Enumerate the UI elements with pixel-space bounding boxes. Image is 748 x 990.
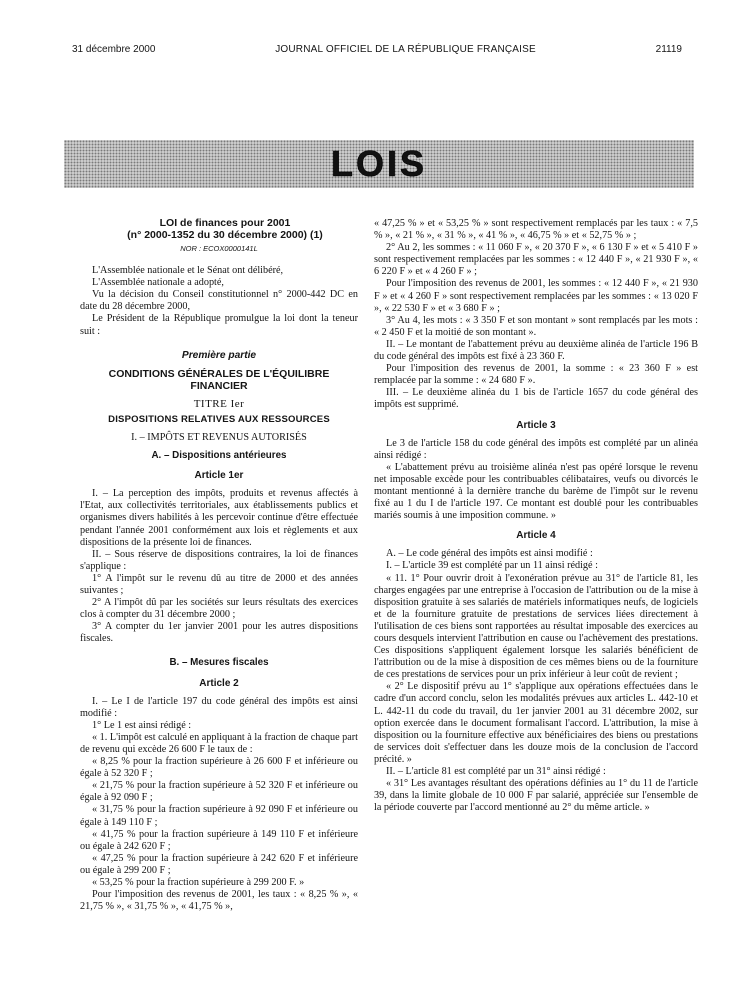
nor-text: NOR : ECOX0000141L bbox=[180, 244, 258, 253]
article-2-paragraph: 2° Au 2, les sommes : « 11 060 F », « 20 370 F », « 6 130 F » et « 5 410 F » sont respectivement remplacées par les sommes : « 12 440 F », « 21 930 F », « 6 220 F » et « 4 260 F » ; bbox=[374, 242, 698, 278]
subsection-heading: B. – Mesures fiscales bbox=[169, 657, 269, 669]
article-1-title: Article 1er bbox=[194, 470, 244, 482]
article-4-paragraph: « 2° Le dispositif prévu au 1° s'applique aux opérations effectuées dans le cadre d'un accord conclu, selon les modalités prévues aux articles L. 442-10 et L. 442-11 du code du travail, du 1er janvier 2001 au 31 décembre 2002, sur option exercée dans le document formalisant l'accord. L'attribution, la mise à disposition ou la fourniture effective aux bénéficiaires des biens ou prestations de services doit s'effectuer dans les douze mois de la conclusion de l'accord précité. » bbox=[374, 681, 698, 765]
article-1-paragraph: 3° A compter du 1er janvier 2001 pour les autres dispositions fiscales. bbox=[80, 621, 358, 645]
article-2-paragraph: « 47,25 % » et « 53,25 % » sont respectivement remplacés par les taux : « 7,5 % », « 21 % », « 31 % », « 41 % », « 46,75 % » et « 52,75 % » ; bbox=[374, 218, 698, 242]
article-4-paragraph: A. – Le code général des impôts est ainsi modifié : bbox=[386, 548, 593, 560]
left-column bbox=[80, 218, 358, 913]
article-1-paragraph: 2° A l'impôt dû par les sociétés sur leurs résultats des exercices clos à compter du 31 décembre 2000 ; bbox=[80, 597, 358, 621]
article-2-paragraph: 1° Le 1 est ainsi rédigé : bbox=[92, 719, 192, 731]
preamble-line: L'Assemblée nationale a adopté, bbox=[92, 277, 224, 289]
article-2-paragraph: « 41,75 % pour la fraction supérieure à 149 110 F et inférieure ou égale à 242 620 F ; bbox=[80, 828, 358, 852]
section-heading: I. – IMPÔTS ET REVENUS AUTORISÉS bbox=[131, 431, 307, 443]
article-4-paragraph: I. – L'article 39 est complété par un 11 ainsi rédigé : bbox=[386, 560, 598, 572]
article-4-paragraph: « 11. 1° Pour ouvrir droit à l'exonération prévue au 31° de l'article 81, les charges engagées par une entreprise à l'occasion de l'attribution ou de la mise à disposition gratuite à ses salariés de matériels informatiques neufs, de logiciels et de la fourniture gratuite de prestations de services liées directement à l'utilisation de ces biens sont rapportées au résultat imposable des exercices au cours desquels intervient l'attribution en cause ou l'achèvement des prestations. Ces dispositions s'appliquent également lorsque les salariés bénéficient de l'attribution ou de la mise à disposition de ces mêmes biens ou de la fourniture de ces prestations de services pour un prix inférieur à leur coût de revient ; bbox=[374, 572, 698, 681]
right-column bbox=[374, 218, 698, 814]
preamble-line: L'Assemblée nationale et le Sénat ont délibéré, bbox=[92, 265, 284, 277]
article-2-paragraph: Pour l'imposition des revenus de 2001, les sommes : « 12 440 F », « 21 930 F » et « 4 260 F » sont respectivement remplacées par les sommes : « 13 020 F », « 22 530 F » et « 3 680 F » ; bbox=[374, 278, 698, 314]
dispositions-heading: DISPOSITIONS RELATIVES AUX RESSOURCES bbox=[108, 413, 330, 425]
nor-reference bbox=[80, 243, 358, 255]
article-2-paragraph: « 8,25 % pour la fraction supérieure à 26 600 F et inférieure ou égale à 52 320 F ; bbox=[80, 756, 358, 780]
conditions-heading: CONDITIONS GÉNÉRALES DE L'ÉQUILIBRE FINANCIER bbox=[108, 367, 330, 392]
article-3-title: Article 3 bbox=[516, 419, 556, 431]
article-3-paragraph: Le 3 de l'article 158 du code général des impôts est complété par un alinéa ainsi rédigé : bbox=[374, 437, 698, 461]
header-page-number: 21119 bbox=[655, 44, 682, 55]
article-3-paragraph: « L'abattement prévu au troisième alinéa n'est pas opéré lorsque le revenu net imposable excède pour les contribuables célibataires, veufs ou divorcés le montant mentionné à la dernière tranche du barème de l'impôt sur le revenu fixé au 1 du I de l'article 197. Ce montant est doublé pour les contribuables mariés soumis à une imposition commune. » bbox=[374, 461, 698, 522]
law-title: LOI de finances pour 2001 bbox=[159, 217, 291, 229]
header-journal-title: JOURNAL OFFICIEL DE LA RÉPUBLIQUE FRANÇAISE bbox=[275, 44, 536, 55]
article-4-title: Article 4 bbox=[516, 530, 556, 542]
article-2-paragraph: III. – Le deuxième alinéa du 1 bis de l'article 1657 du code général des impôts est supprimé. bbox=[374, 387, 698, 411]
article-1-paragraph: II. – Sous réserve de dispositions contraires, la loi de finances s'applique : bbox=[80, 548, 358, 572]
article-2-paragraph: Pour l'imposition des revenus de 2001, les taux : « 8,25 % », « 21,75 % », « 31,75 % », « 41,75 % », bbox=[80, 889, 358, 913]
header-date: 31 décembre 2000 bbox=[72, 44, 156, 55]
preamble-line: Le Président de la République promulgue la loi dont la teneur suit : bbox=[80, 313, 358, 337]
article-2-paragraph: II. – Le montant de l'abattement prévu au deuxième alinéa de l'article 196 B du code général des impôts est fixé à 23 360 F. bbox=[374, 338, 698, 363]
article-4-paragraph: II. – L'article 81 est complété par un 31° ainsi rédigé : bbox=[386, 766, 606, 778]
article-2-paragraph: 3° Au 4, les mots : « 3 350 F et son montant » sont remplacés par les mots : « 2 450 F et la moitié de son montant ». bbox=[374, 314, 698, 338]
titre-heading: TITRE Ier bbox=[193, 397, 245, 410]
article-2-paragraph: Pour l'imposition des revenus de 2001, la somme : « 23 360 F » est remplacée par la somme : « 24 680 F ». bbox=[374, 363, 698, 387]
article-2-paragraph: « 21,75 % pour la fraction supérieure à 52 320 F et inférieure ou égale à 92 090 F ; bbox=[80, 780, 358, 804]
page-header bbox=[72, 44, 682, 55]
article-4-paragraph: « 31° Les avantages résultant des opérations définies au 1° du 11 de l'article 39, dans la limite globale de 10 000 F par salarié, appréciée sur l'ensemble de la période couverte par l'accord mentionné au 2° du même article. » bbox=[374, 778, 698, 814]
article-2-paragraph: « 1. L'impôt est calculé en appliquant à la fraction de chaque part de revenu qui excède 26 600 F le taux de : bbox=[80, 731, 358, 755]
article-2-paragraph: « 47,25 % pour la fraction supérieure à 242 620 F et inférieure ou égale à 299 200 F ; bbox=[80, 852, 358, 876]
article-2-paragraph: I. – Le I de l'article 197 du code général des impôts est ainsi modifié : bbox=[80, 695, 358, 719]
article-1-paragraph: 1° A l'impôt sur le revenu dû au titre de 2000 et des années suivantes ; bbox=[80, 572, 358, 596]
article-2-paragraph: « 53,25 % pour la fraction supérieure à 299 200 F. » bbox=[92, 877, 305, 889]
banner-label: LOIS bbox=[330, 143, 427, 184]
article-1-paragraph: I. – La perception des impôts, produits et revenus affectés à l'Etat, aux collectivités territoriales, aux établissements publics et organismes divers habilités à les percevoir continue d'être effectuée pendant l'année 2001 conformément aux lois et règlements et aux dispositions de la présente loi de finances. bbox=[80, 488, 358, 548]
preamble-line: Vu la décision du Conseil constitutionnel n° 2000-442 DC en date du 28 décembre 2000, bbox=[80, 289, 358, 313]
subsection-heading: A. – Dispositions antérieures bbox=[151, 450, 287, 462]
article-2-title: Article 2 bbox=[199, 677, 239, 689]
article-2-paragraph: « 31,75 % pour la fraction supérieure à 92 090 F et inférieure ou égale à 149 110 F ; bbox=[80, 804, 358, 828]
law-number: (n° 2000-1352 du 30 décembre 2000) (1) bbox=[127, 228, 323, 241]
lois-banner bbox=[64, 140, 694, 188]
part-heading: Première partie bbox=[181, 349, 257, 361]
